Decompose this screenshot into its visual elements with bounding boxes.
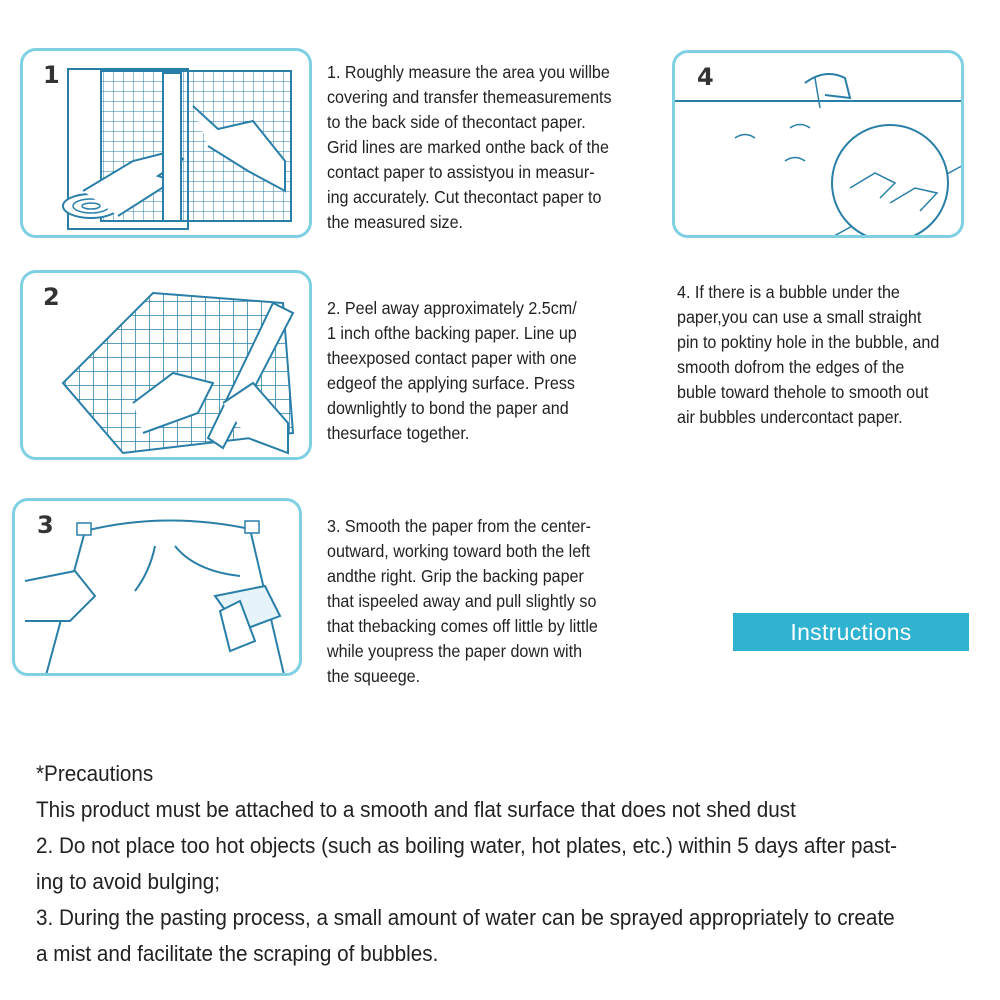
step-1-illustration	[20, 48, 312, 238]
step-1-number: 1	[43, 61, 60, 89]
step-4-illustration	[672, 50, 964, 238]
precaution-line-1: This product must be attached to a smooth and flat surface that does not shed dust	[36, 797, 796, 822]
precaution-line-3: ing to avoid bulging;	[36, 869, 220, 894]
step-3-text: 3. Smooth the paper from the center- outward, working toward both the left andthe right. Grip the backing paper that ispeeled away and pull slightly so that thebacking comes off little by little while youpress the paper down with the squeege.	[327, 516, 598, 686]
smooth-squeegee-icon	[15, 501, 302, 676]
precaution-line-2: 2. Do not place too hot objects (such as boiling water, hot plates, etc.) within 5 days after past-	[36, 833, 897, 858]
instructions-banner: Instructions	[733, 613, 969, 651]
step-1-text: 1. Roughly measure the area you willbe covering and transfer themeasurements to the back side of thecontact paper. Grid lines are marked onthe back of the contact paper to assistyou in measur- ing accurately. Cut thecontact paper to the measured size.	[327, 62, 612, 232]
precaution-line-5: a mist and facilitate the scraping of bubbles.	[36, 941, 439, 966]
step-4-text: 4. If there is a bubble under the paper,you can use a small straight pin to poktiny hole in the bubble, and smooth dofrom the edges of the buble toward thehole to smooth out air bubbles undercontact paper.	[677, 282, 940, 427]
step-2-text: 2. Peel away approximately 2.5cm/ 1 inch ofthe backing paper. Line up theexposed contact paper with one edgeof the applying surface. Press downlightly to bond the paper and thesurface together.	[327, 298, 577, 443]
precautions-heading: *Precautions	[36, 761, 154, 786]
precaution-line-4: 3. During the pasting process, a small amount of water can be sprayed appropriately to create	[36, 905, 895, 930]
pin-bubble-icon	[675, 53, 964, 238]
step-3-number: 3	[37, 511, 54, 539]
grid-paper-cut-icon	[23, 51, 312, 238]
step-2-illustration	[20, 270, 312, 460]
step-4-number: 4	[697, 63, 714, 91]
step-3-illustration	[12, 498, 302, 676]
peel-backing-icon	[23, 273, 312, 460]
step-2-number: 2	[43, 283, 60, 311]
